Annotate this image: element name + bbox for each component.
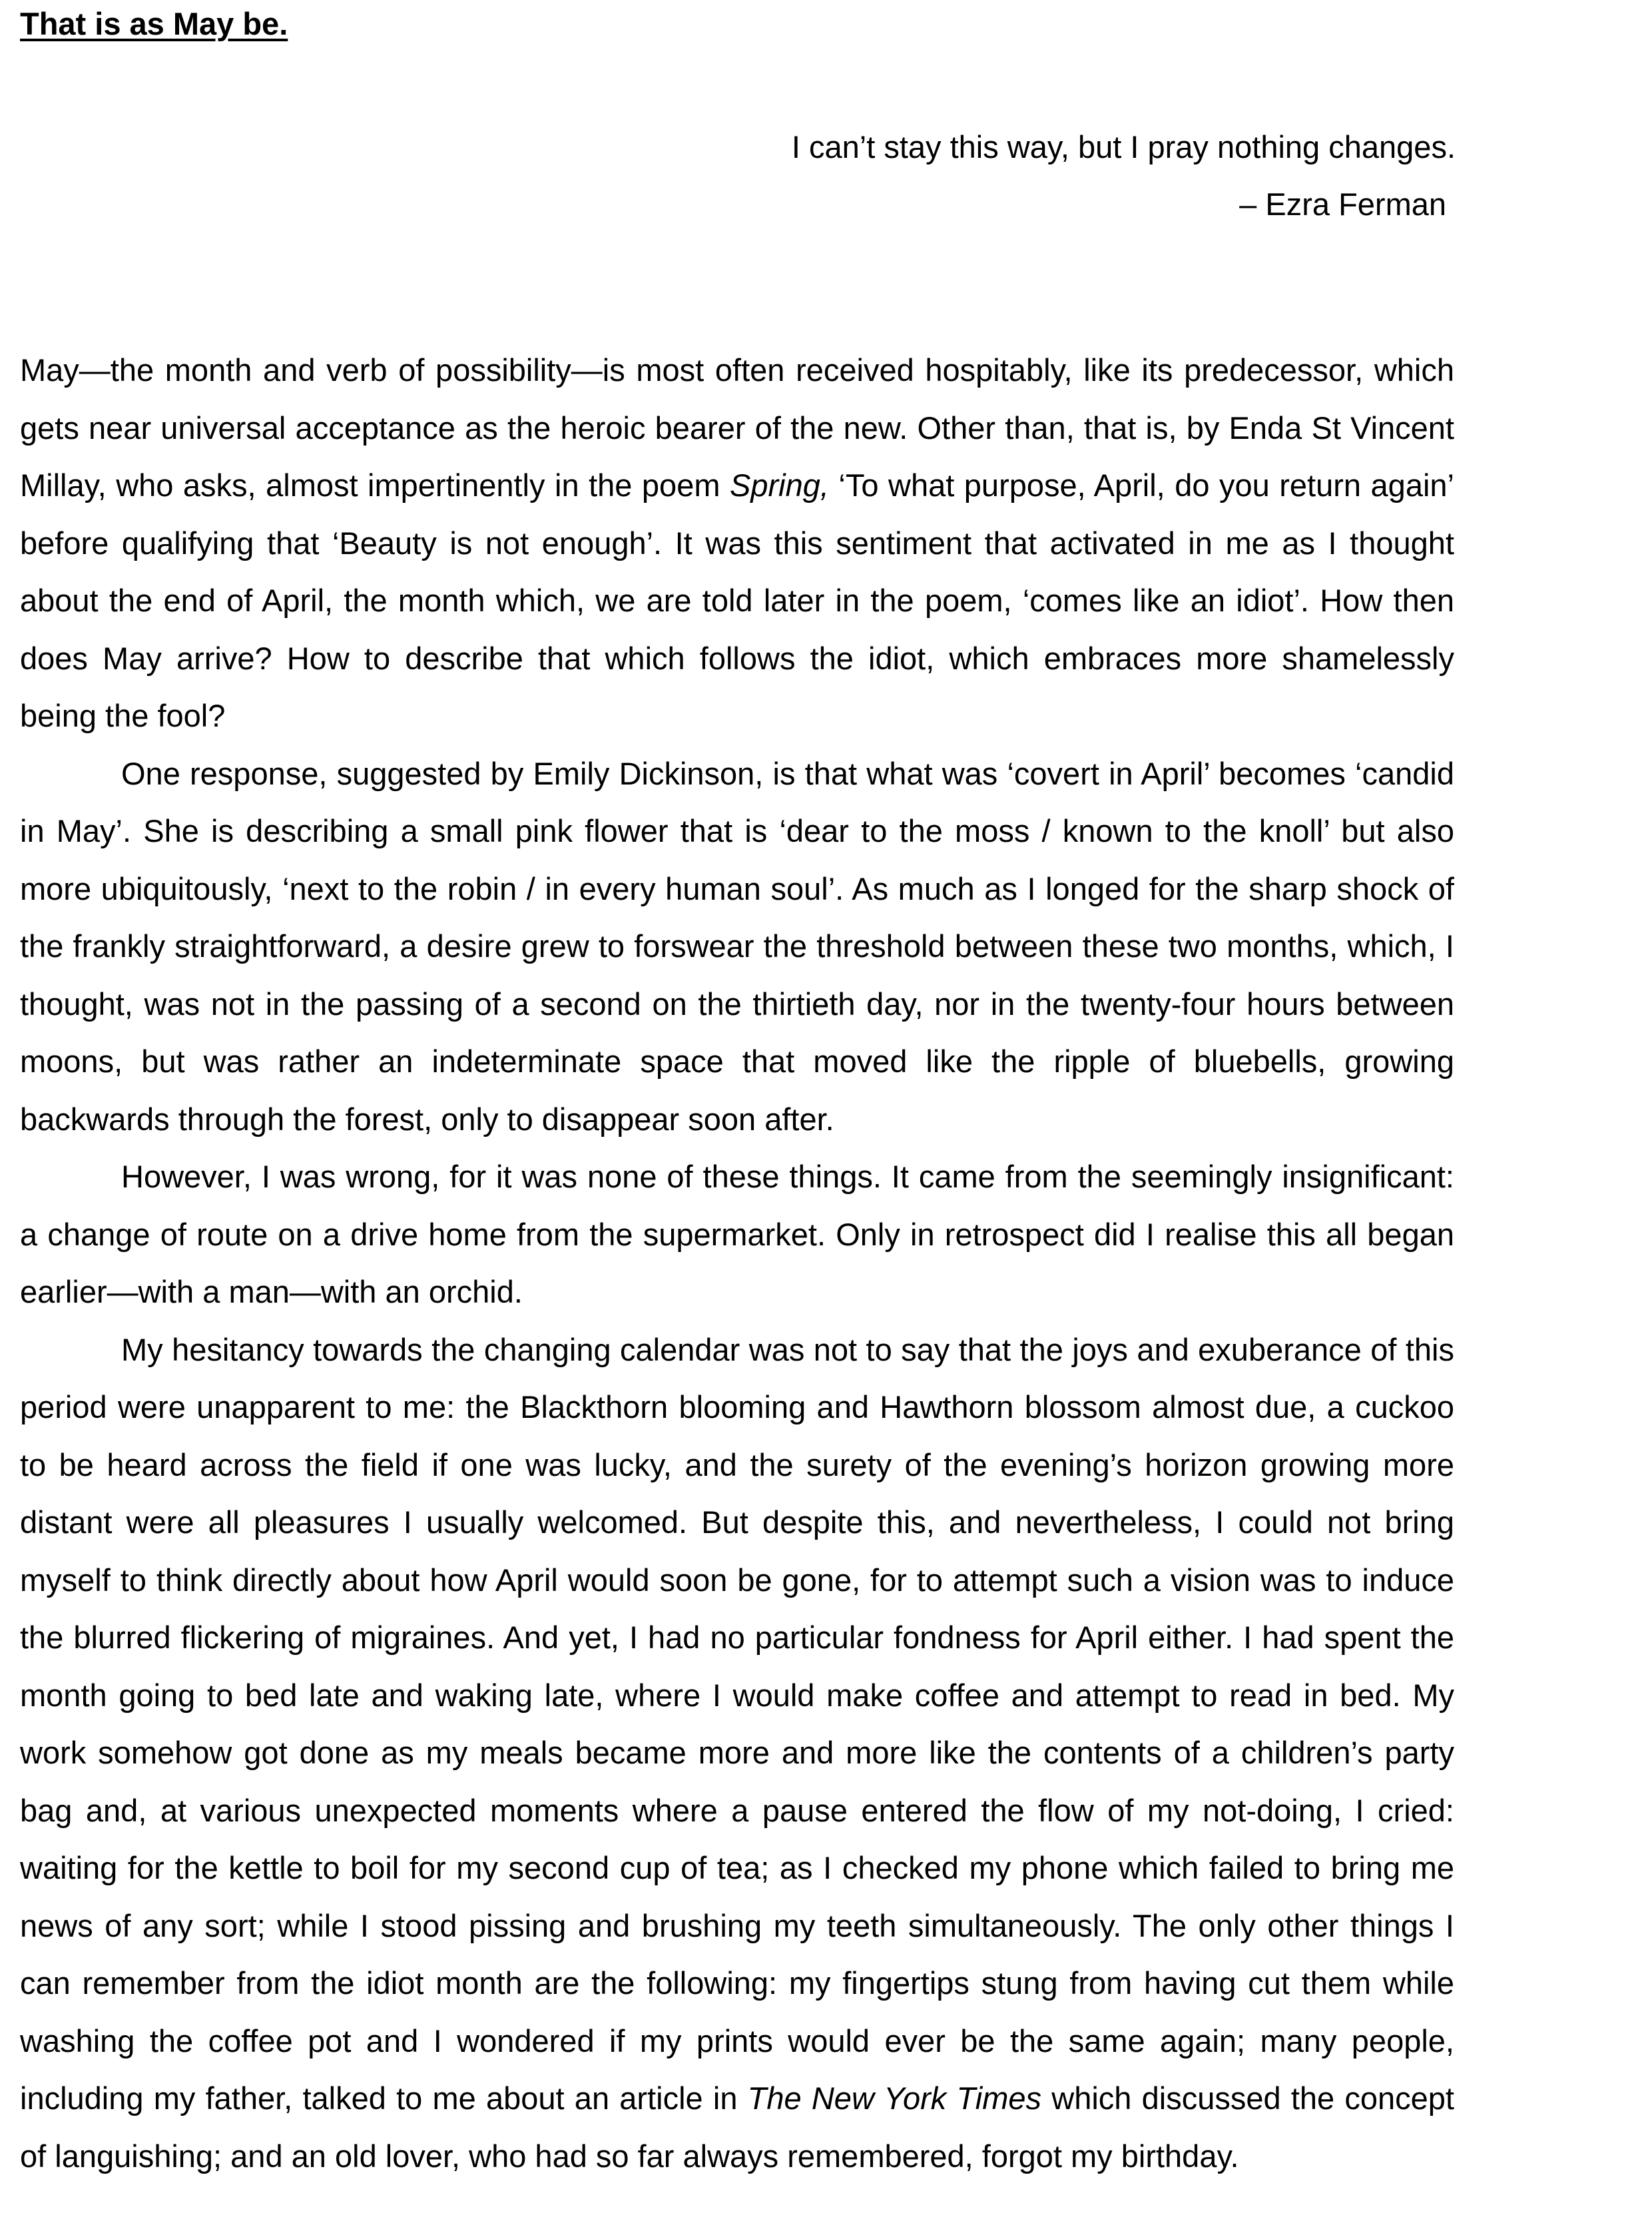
epigraph (792, 119, 1456, 233)
epigraph-quote: I can’t stay this way, but I pray nothing changes. (791, 129, 1456, 164)
paragraph-1-text-a: May—the month and verb of possibility—is most often received hospitably, like its predecessor, which gets near universal acceptance as the heroic bearer of the new. Other than, that is, by Enda St Vincent Millay, who asks, almost impertinently in the poem (20, 352, 1454, 503)
paragraph-1 (20, 342, 1454, 745)
poem-title-spring: Spring, (730, 468, 829, 503)
paragraph-1-text-b: ‘To what purpose, April, do you return again’ before qualifying that ‘Beauty is not enough’. It was this sentiment that activated in me as I thought about the end of April, the month which, we are told later in the poem, ‘comes like an idiot’. How then does May arrive? How to describe that which follows the idiot, which embraces more shamelessly being the fool? (20, 468, 1454, 733)
epigraph-attribution: – Ezra Ferman (1239, 186, 1446, 222)
publication-title: The New York Times (747, 2080, 1042, 2116)
paragraph-2: One response, suggested by Emily Dickinson, is that what was ‘covert in April’ becomes ‘candid in May’. She is describing a small pink flower that is ‘dear to the moss / known to the knoll’ but also more ubiquitously, ‘next to the robin / in every human soul’. As much as I longed for the sharp shock of the frankly straightforward, a desire grew to forswear the threshold between these two months, which, I thought, was not in the passing of a second on the thirtieth day, nor in the twenty-four hours between moons, but was rather an indeterminate space that moved like the ripple of bluebells, growing backwards through the forest, only to disappear soon after. (20, 755, 1454, 1137)
essay-body (20, 342, 1454, 2185)
document-title: That is as May be. (20, 6, 288, 41)
paragraph-4 (20, 1321, 1454, 2186)
paragraph-4-text-b: which discussed the concept of languishing; and an old lover, who had so far always remembered, forgot my birthday. (20, 2080, 1454, 2174)
paragraph-3: However, I was wrong, for it was none of these things. It came from the seemingly insignificant: a change of route on a drive home from the supermarket. Only in retrospect did I realise this all began earlier—with a man—with an orchid. (20, 1159, 1454, 1309)
paragraph-4-text-a: My hesitancy towards the changing calendar was not to say that the joys and exuberance of this period were unapparent to me: the Blackthorn blooming and Hawthorn blossom almost due, a cuckoo to be heard across the field if one was lucky, and the surety of the evening’s horizon growing more distant were all pleasures I usually welcomed. But despite this, and nevertheless, I could not bring myself to think directly about how April would soon be gone, for to attempt such a vision was to induce the blurred flickering of migraines. And yet, I had no particular fondness for April either. I had spent the month going to bed late and waking late, where I would make coffee and attempt to read in bed. My work somehow got done as my meals became more and more like the contents of a children’s party bag and, at various unexpected moments where a pause entered the flow of my not-doing, I cried: waiting for the kettle to boil for my second cup of tea; as I checked my phone which failed to bring me news of any sort; while I stood pissing and brushing my teeth simultaneously. The only other things I can remember from the idiot month are the following: my fingertips stung from having cut them while washing the coffee pot and I wondered if my prints would ever be the same again; many people, including my father, talked to me about an article in (20, 1331, 1454, 2116)
